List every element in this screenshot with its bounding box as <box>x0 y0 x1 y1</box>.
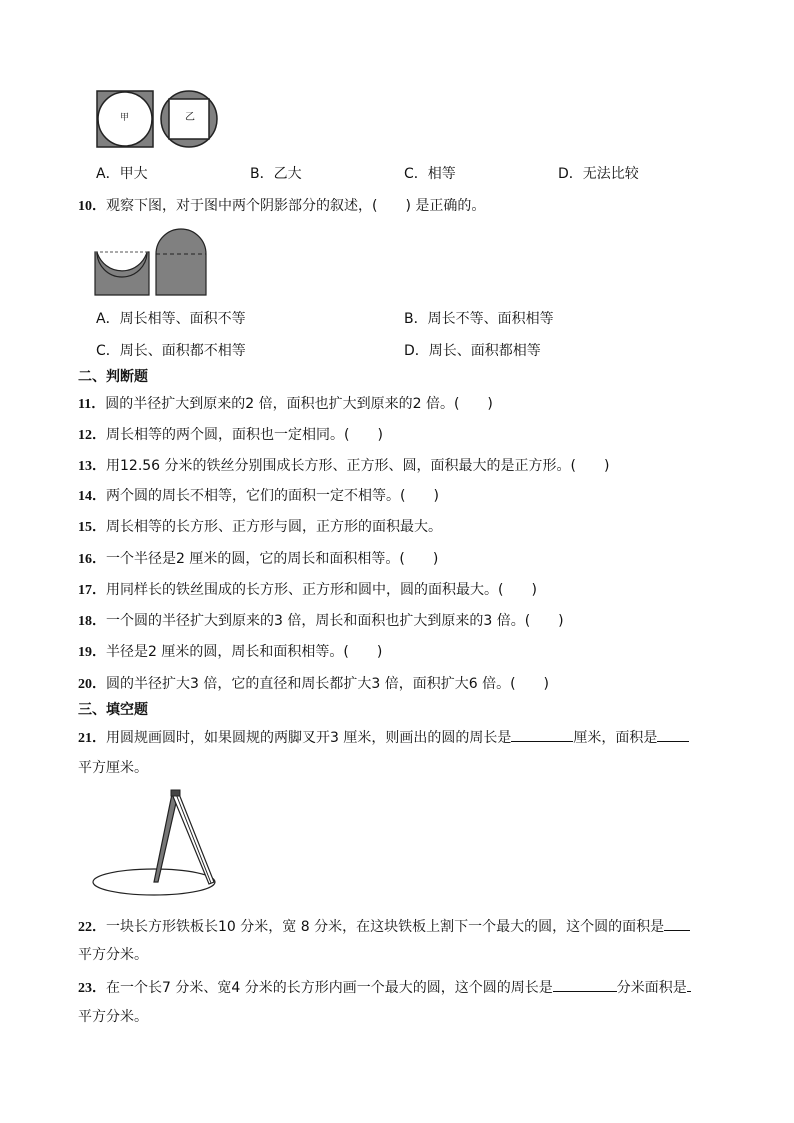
question-22 <box>78 916 690 937</box>
q10-option-a[interactable]: A．周长相等、面积不等 <box>96 311 246 327</box>
answer-blank[interactable] <box>553 977 617 992</box>
q9-figure <box>96 90 221 150</box>
question-text: 两个圆的周长不相等，它们的面积一定不相等。( ) <box>106 488 439 504</box>
question-number: 21． <box>78 731 106 746</box>
question-number: 22． <box>78 920 106 935</box>
question-text: 半径是2 厘米的圆，周长和面积相等。( ) <box>106 644 383 660</box>
question-text-continued: 平方分米。 <box>78 947 148 963</box>
answer-blank[interactable] <box>511 727 573 742</box>
question-number: 12． <box>78 428 106 443</box>
q10-option-d[interactable]: D．周长、面积都相等 <box>404 343 541 359</box>
question-13 <box>78 457 609 476</box>
question-text: 一个半径是2 厘米的圆，它的周长和面积相等。( ) <box>106 551 439 567</box>
question-number: 19． <box>78 645 106 660</box>
question-text: 用圆规画圆时，如果圆规的两脚叉开3 厘米，则画出的圆的周长是 <box>106 730 512 746</box>
question-number: 23． <box>78 981 106 996</box>
question-18 <box>78 612 564 631</box>
answer-blank[interactable] <box>657 727 689 742</box>
question-text-continued: 平方分米。 <box>78 1009 148 1025</box>
question-text: 观察下图，对于图中两个阴影部分的叙述，( ) 是正确的。 <box>106 198 486 214</box>
question-number: 18． <box>78 614 106 629</box>
question-19 <box>78 643 382 662</box>
question-17 <box>78 581 537 600</box>
question-text: 分米面积是 <box>616 980 687 996</box>
answer-blank[interactable] <box>664 916 690 931</box>
q10-figure <box>94 228 209 300</box>
question-23 <box>78 977 691 998</box>
section-title-judge: 二、判断题 <box>78 369 148 385</box>
question-number: 17． <box>78 583 106 598</box>
question-number: 20． <box>78 677 106 692</box>
question-text: 用同样长的铁丝围成的长方形、正方形和圆中，圆的面积最大。( ) <box>106 582 537 598</box>
question-text: 在一个长7 分米、宽4 分米的长方形内画一个最大的圆，这个圆的周长是 <box>106 980 553 996</box>
question-16 <box>78 550 438 569</box>
question-number: 13． <box>78 459 106 474</box>
question-14 <box>78 487 439 506</box>
question-text: 一块长方形铁板长10 分米，宽 8 分米，在这块铁板上割下一个最大的圆，这个圆的面积是 <box>106 919 665 935</box>
q9-option-a[interactable]: A．甲大 <box>96 166 148 182</box>
q10-option-b[interactable]: B．周长不等、面积相等 <box>404 311 554 327</box>
question-text: 圆的半径扩大3 倍，它的直径和周长都扩大3 倍，面积扩大6 倍。( ) <box>106 676 549 692</box>
question-text: 周长相等的长方形、正方形与圆，正方形的面积最大。 <box>106 519 442 535</box>
question-number: 14． <box>78 489 106 504</box>
question-text: 一个圆的半径扩大到原来的3 倍，周长和面积也扩大到原来的3 倍。( ) <box>106 613 564 629</box>
question-20 <box>78 675 549 694</box>
section-title-fill: 三、填空题 <box>78 702 148 718</box>
q9-label-yi: 乙 <box>185 112 195 123</box>
question-number: 15． <box>78 520 106 535</box>
question-15 <box>78 518 442 537</box>
question-10 <box>78 197 485 216</box>
q9-option-c[interactable]: C．相等 <box>404 166 456 182</box>
q9-label-jia: 甲 <box>120 113 130 123</box>
question-text: 周长相等的两个圆，面积也一定相同。( ) <box>106 427 383 443</box>
question-11 <box>78 395 493 414</box>
question-number: 11． <box>78 397 106 412</box>
question-number: 10． <box>78 199 106 214</box>
question-text-continued: 平方厘米。 <box>78 760 148 776</box>
question-text: 厘米，面积是 <box>573 730 658 746</box>
question-text: 用12.56 分米的铁丝分别围成长方形、正方形、圆，面积最大的是正方形。( ) <box>106 458 610 474</box>
q9-option-d[interactable]: D．无法比较 <box>558 166 639 182</box>
q9-option-b[interactable]: B．乙大 <box>250 166 302 182</box>
question-text: 圆的半径扩大到原来的2 倍，面积也扩大到原来的2 倍。( ) <box>105 396 493 412</box>
compass-figure <box>92 788 222 898</box>
question-number: 16． <box>78 552 106 567</box>
q10-option-c[interactable]: C．周长、面积都不相等 <box>96 343 246 359</box>
answer-blank[interactable] <box>687 977 691 992</box>
question-12 <box>78 426 383 445</box>
question-21 <box>78 727 689 748</box>
